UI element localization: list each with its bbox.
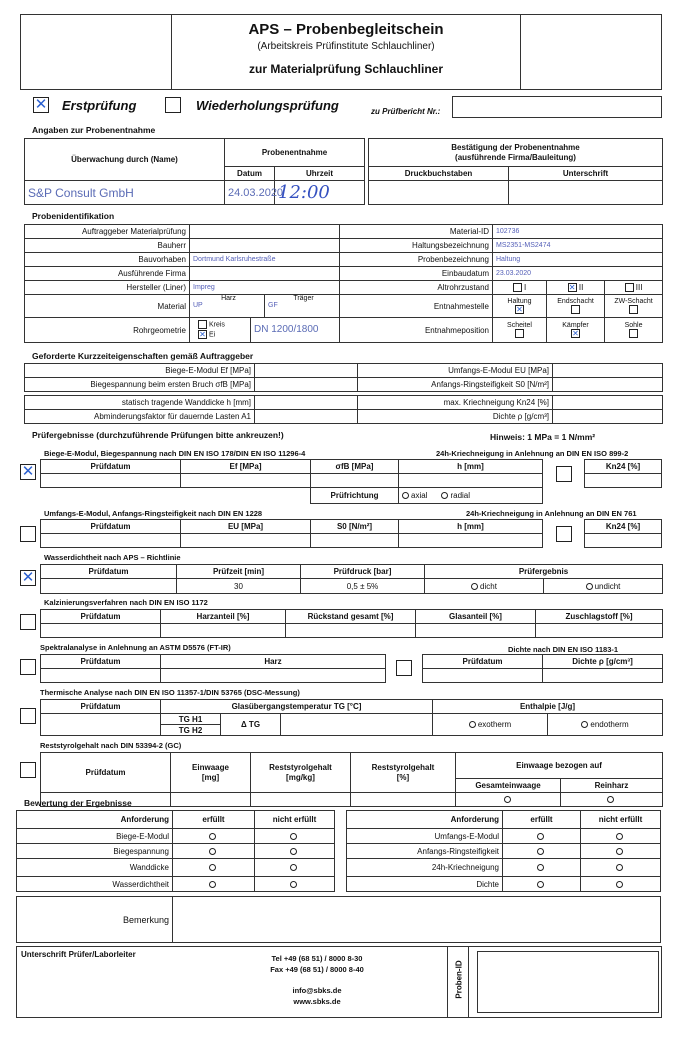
props-value[interactable] — [553, 378, 663, 392]
ident-section-title: Probenidentifikation — [32, 211, 115, 221]
props-label: Abminderungsfaktor für dauernde Lasten A1 — [25, 410, 255, 424]
props-value[interactable] — [553, 410, 663, 424]
col-header: Prüfdruck [bar] — [301, 565, 425, 579]
nicht-erfuellt-option[interactable] — [255, 844, 335, 859]
col-header: nicht erfüllt — [581, 811, 661, 829]
report-label: zu Prüfbericht Nr.: — [371, 107, 441, 116]
remark-table — [16, 896, 661, 943]
ident-value[interactable]: Dortmund Karlsruhestraße — [190, 253, 340, 267]
cell[interactable] — [251, 793, 351, 807]
undicht-option[interactable]: undicht — [544, 579, 663, 594]
erfuellt-option[interactable] — [173, 877, 255, 892]
test7-checkbox[interactable] — [20, 762, 36, 778]
subtitle2: zur Materialprüfung Schlauchliner — [248, 62, 444, 76]
cell[interactable] — [286, 624, 416, 638]
col-header: Prüfdatum — [41, 520, 181, 534]
cell[interactable] — [543, 669, 663, 683]
erfuellt-option[interactable] — [173, 859, 255, 877]
test2-checkbox[interactable] — [20, 526, 36, 542]
remark-label: Bemerkung — [17, 897, 173, 943]
web-text[interactable]: www.sbks.de — [293, 997, 341, 1006]
cell[interactable] — [399, 534, 543, 548]
props-value[interactable] — [255, 378, 358, 392]
probe-id-field[interactable] — [477, 951, 659, 1013]
cell[interactable] — [585, 474, 662, 488]
eval-section-title: Bewertung der Ergebnisse — [24, 798, 132, 808]
test5b-table — [422, 654, 663, 683]
nicht-erfuellt-option[interactable] — [581, 859, 661, 877]
remark-field[interactable] — [173, 897, 661, 943]
cell[interactable] — [41, 714, 161, 736]
signature-field[interactable] — [509, 181, 663, 205]
props-value[interactable] — [255, 410, 358, 424]
ident-value[interactable] — [190, 239, 340, 253]
col-header: h [mm] — [399, 520, 543, 534]
props-section-title: Geforderte Kurzzeiteigenschaften gemäß Auftraggeber — [32, 351, 254, 361]
delta-tg-label: Δ TG — [221, 714, 281, 736]
ident-value[interactable]: 102736 — [493, 225, 663, 239]
sohle-option[interactable]: Sohle — [605, 318, 663, 343]
test5b-title: Dichte nach DIN EN ISO 1183-1 — [508, 645, 619, 654]
tg-h2-label: TG H2 — [161, 725, 221, 736]
col-header: Prüfdatum — [423, 655, 543, 669]
material-label: Material — [25, 295, 190, 318]
test6-title: Thermische Analyse nach DIN EN ISO 11357-1/DIN 53765 (DSC-Messung) — [40, 688, 300, 697]
test4-table — [40, 609, 663, 638]
gesamt-option[interactable] — [456, 793, 561, 807]
col-header: Anforderung — [347, 811, 503, 829]
props-table-2 — [24, 395, 663, 424]
ident-value[interactable]: Haltung — [493, 253, 663, 267]
signature-header: Unterschrift — [509, 167, 663, 181]
harz-label: Harz — [221, 295, 236, 302]
cell[interactable] — [181, 474, 311, 488]
test5-table — [40, 654, 386, 683]
eval-table-right — [346, 810, 661, 892]
test2b-checkbox[interactable] — [556, 526, 572, 542]
exotherm-option[interactable]: exotherm — [433, 714, 548, 736]
test2-title: Umfangs-E-Modul, Anfangs-Ringsteifigkeit nach DIN EN 1228 — [44, 509, 263, 518]
ident-value[interactable]: 23.03.2020 — [493, 267, 663, 281]
props-value[interactable] — [255, 396, 358, 410]
cell[interactable] — [423, 669, 543, 683]
col-header: erfüllt — [173, 811, 255, 829]
col-header: Prüfdatum — [41, 655, 161, 669]
time-field[interactable]: 12:00 — [275, 181, 365, 205]
col-header: σfB [MPa] — [311, 460, 399, 474]
direction-options[interactable]: axial radial — [399, 488, 543, 504]
endotherm-option[interactable]: endotherm — [548, 714, 663, 736]
tg-h1-label: TG H1 — [161, 714, 221, 725]
col-header: Prüfdatum — [41, 610, 161, 624]
ident-label: Probenbezeichnung — [340, 253, 493, 267]
probe-id-label: Proben-ID — [454, 960, 464, 999]
repeat-exam-label: Wiederholungsprüfung — [196, 98, 339, 113]
test1-checkbox[interactable]: ✕ — [21, 463, 35, 480]
header-box — [20, 14, 662, 90]
zwschacht-option[interactable]: ZW-Schacht — [605, 295, 663, 318]
eval-label: 24h-Kriechneigung — [347, 859, 503, 877]
erfuellt-option[interactable] — [173, 844, 255, 859]
eval-label: Wasserdichtheit — [17, 877, 173, 892]
test1b-title: 24h-Kriechneigung in Anlehnung an DIN EN ISO 899-2 — [436, 449, 629, 458]
ident-label: Material-ID — [340, 225, 493, 239]
harz-value[interactable]: UP — [193, 302, 203, 309]
erfuellt-option[interactable] — [173, 829, 255, 844]
ident-label: Hersteller (Liner) — [25, 281, 190, 295]
date-header: Datum — [225, 167, 275, 181]
cell[interactable] — [181, 534, 311, 548]
nicht-erfuellt-option[interactable] — [255, 829, 335, 844]
test3-checkbox[interactable]: ✕ — [21, 569, 35, 586]
test5b-checkbox[interactable] — [396, 660, 412, 676]
test7-title: Reststyrolgehalt nach DIN 53394-2 (GC) — [40, 741, 182, 750]
test2-table — [40, 519, 543, 548]
test1-title: Biege-E-Modul, Biegespannung nach DIN EN ISO 178/DIN EN ISO 11296-4 — [44, 449, 306, 458]
col-header: Prüfzeit [min] — [177, 565, 301, 579]
ident-value[interactable]: Impreg — [190, 281, 340, 295]
cell[interactable] — [585, 534, 662, 548]
scheitel-option[interactable]: Scheitel — [493, 318, 547, 343]
props-value[interactable] — [255, 364, 358, 378]
rohrgeometrie-label: Rohrgeometrie — [25, 318, 190, 343]
eval-label: Biegespannung — [17, 844, 173, 859]
signature-label: Unterschrift Prüfer/Laborleiter — [21, 950, 136, 959]
mail-text[interactable]: info@sbks.de — [292, 986, 342, 995]
ident-label: Haltungsbezeichnung — [340, 239, 493, 253]
test5-checkbox[interactable] — [20, 659, 36, 675]
test6-checkbox[interactable] — [20, 708, 36, 724]
col-header: Gesamteinwaage — [456, 779, 561, 793]
eval-label: Anfangs-Ringsteifigkeit — [347, 844, 503, 859]
tests-section-title: Prüfergebnisse (durchzuführende Prüfungen bitte ankreuzen!) — [32, 430, 284, 440]
col-header: Prüfdatum — [41, 565, 177, 579]
col-header: Harz — [161, 655, 386, 669]
cell[interactable] — [416, 624, 536, 638]
dicht-option[interactable]: dicht — [425, 579, 544, 594]
test2b-title: 24h-Kriechneigung in Anlehnung an DIN EN 761 — [466, 509, 637, 518]
ident-value[interactable] — [190, 225, 340, 239]
ident-table: Auftraggeber Materialprüfung Material-ID 102736 Bauherr Haltungsbezeichnung MS2351-MS2474 Bauvorhaben Dortmund Karlsruhestraße Probenbezeichnung Haltung Ausführende Firma Einbaudatum 23.03.2020 Hersteller (Liner) Impreg Altrohrzustand I ✕ II III Material Harz UP Träger GF Entnahmestelle Haltung ✕ Endschacht ZW-Schacht Rohrgeometrie Kreis ✕ Ei DN 1200/1800 Entnahmeposition Scheitel Kämpfer ✕ Sohle — [24, 224, 663, 343]
test5-title: Spektralanalyse in Anlehnung an ASTM D5576 (FT-IR) — [40, 643, 231, 652]
test1b-checkbox[interactable] — [556, 466, 572, 482]
kreis-option[interactable]: Kreis — [208, 321, 225, 328]
props-label: Umfangs-E-Modul EU [MPa] — [358, 364, 553, 378]
col-header: S0 [N/m²] — [311, 520, 399, 534]
monitored-by-header: Überwachung durch (Name) — [25, 139, 225, 181]
col-header: Kn24 [%] — [585, 520, 662, 534]
company-field[interactable]: S&P Consult GmbH — [25, 181, 225, 205]
props-label: Anfangs-Ringsteifigkeit S0 [N/m²] — [358, 378, 553, 392]
report-number-field[interactable] — [452, 96, 662, 118]
cell[interactable] — [311, 474, 399, 488]
test1b-table — [584, 459, 662, 488]
traeger-value[interactable]: GF — [268, 302, 278, 309]
sampling-header: Probenentnahme — [225, 139, 365, 167]
props-label: Biegespannung beim ersten Bruch σfB [MPa] — [25, 378, 255, 392]
confirm-header: Bestätigung der Probenentnahme (ausführende Firma/Bauleitung) — [369, 139, 663, 167]
subtitle: (Arbeitskreis Prüfinstitute Schlauchliner) — [257, 41, 435, 52]
col-header: Prüfrichtung — [311, 488, 399, 504]
erfuellt-option[interactable] — [503, 844, 581, 859]
test3-title: Wasserdichtheit nach APS – Richtlinie — [44, 553, 181, 562]
test1-table — [40, 459, 543, 504]
cell[interactable] — [536, 624, 663, 638]
block-letters-header: Druckbuchstaben — [369, 167, 509, 181]
cell[interactable] — [41, 579, 177, 594]
page-title: APS – Probenbegleitschein — [248, 21, 444, 38]
fax-text: Fax +49 (68 51) / 8000 8-40 — [270, 965, 364, 974]
cell[interactable] — [41, 474, 181, 488]
col-header: Enthalpie [J/g] — [433, 700, 663, 714]
col-header: Rückstand gesamt [%] — [286, 610, 416, 624]
dn-value[interactable]: DN 1200/1800 — [250, 318, 339, 342]
col-header: Einwaage bezogen auf — [456, 753, 663, 779]
cell[interactable] — [41, 669, 161, 683]
nicht-erfuellt-option[interactable] — [581, 877, 661, 892]
ident-label: Bauherr — [25, 239, 190, 253]
altrohr-option[interactable]: ✕ II — [547, 281, 605, 295]
altrohr-option[interactable]: I — [493, 281, 547, 295]
col-header: nicht erfüllt — [255, 811, 335, 829]
col-header: Einwaage [mg] — [171, 753, 251, 793]
props-label: max. Kriechneigung Kn24 [%] — [358, 396, 553, 410]
pruefdruck-value[interactable]: 0,5 ± 5% — [301, 579, 425, 594]
ident-label: Einbaudatum — [340, 267, 493, 281]
eval-label: Biege-E-Modul — [17, 829, 173, 844]
contact-block — [242, 953, 392, 1007]
entnahmeposition-label: Entnahmeposition — [340, 318, 493, 343]
pruefzeit-value[interactable]: 30 — [177, 579, 301, 594]
ident-label: Auftraggeber Materialprüfung — [25, 225, 190, 239]
altrohr-option[interactable]: III — [605, 281, 663, 295]
props-value[interactable] — [553, 364, 663, 378]
sampling-table — [24, 138, 663, 205]
col-header: Harzanteil [%] — [161, 610, 286, 624]
col-header: Ef [MPa] — [181, 460, 311, 474]
cell[interactable] — [351, 793, 456, 807]
props-table-1 — [24, 363, 663, 392]
block-letters-field[interactable] — [369, 181, 509, 205]
erfuellt-option[interactable] — [503, 829, 581, 844]
col-header: Glasanteil [%] — [416, 610, 536, 624]
col-header: Kn24 [%] — [585, 460, 662, 474]
nicht-erfuellt-option[interactable] — [255, 877, 335, 892]
erfuellt-option[interactable] — [503, 859, 581, 877]
props-label: Dichte ρ [g/cm³] — [358, 410, 553, 424]
footer — [16, 946, 662, 1018]
cell[interactable] — [161, 624, 286, 638]
col-header: Reststyrolgehalt [%] — [351, 753, 456, 793]
col-header: h [mm] — [399, 460, 543, 474]
entnahmestelle-label: Entnahmestelle — [340, 295, 493, 318]
eval-label: Dichte — [347, 877, 503, 892]
reinharz-option[interactable] — [561, 793, 663, 807]
eval-label: Wanddicke — [17, 859, 173, 877]
col-header: Reststyrolgehalt [mg/kg] — [251, 753, 351, 793]
nicht-erfuellt-option[interactable] — [581, 829, 661, 844]
test3-table — [40, 564, 663, 594]
sampling-section-title: Angaben zur Probenentnahme — [32, 125, 156, 135]
cell[interactable] — [281, 714, 433, 736]
col-header: erfüllt — [503, 811, 581, 829]
cell[interactable] — [41, 624, 161, 638]
cell[interactable] — [171, 793, 251, 807]
test4-checkbox[interactable] — [20, 614, 36, 630]
ident-label: Ausführende Firma — [25, 267, 190, 281]
col-header: Dichte ρ [g/cm³] — [543, 655, 663, 669]
endschacht-option[interactable]: Endschacht — [547, 295, 605, 318]
haltung-option[interactable]: Haltung ✕ — [493, 295, 547, 318]
repeat-exam-checkbox[interactable] — [165, 97, 181, 113]
col-header: Prüfdatum — [41, 460, 181, 474]
ei-option[interactable]: Ei — [208, 331, 216, 339]
test2b-table — [584, 519, 662, 548]
col-header: Zuschlagstoff [%] — [536, 610, 663, 624]
col-header: Glasübergangstemperatur TG [°C] — [161, 700, 433, 714]
col-header: Prüfergebnis — [425, 565, 663, 579]
cell[interactable] — [161, 669, 386, 683]
col-header: Reinharz — [561, 779, 663, 793]
eval-label: Umfangs-E-Modul — [347, 829, 503, 844]
nicht-erfuellt-option[interactable] — [255, 859, 335, 877]
eval-table-left — [16, 810, 335, 892]
time-header: Uhrzeit — [275, 167, 365, 181]
erfuellt-option[interactable] — [503, 877, 581, 892]
first-exam-checkbox[interactable]: ✕ — [34, 96, 48, 113]
traeger-label: Träger — [293, 295, 314, 302]
tel-text: Tel +49 (68 51) / 8000 8-30 — [271, 954, 363, 963]
cell[interactable] — [311, 534, 399, 548]
cell[interactable] — [399, 474, 543, 488]
col-header: EU [MPa] — [181, 520, 311, 534]
hint-text: Hinweis: 1 MPa = 1 N/mm² — [490, 432, 596, 442]
props-label: statisch tragende Wanddicke h [mm] — [25, 396, 255, 410]
nicht-erfuellt-option[interactable] — [581, 844, 661, 859]
test7-table — [40, 752, 663, 807]
date-field[interactable]: 24.03.2020 — [225, 181, 275, 205]
first-exam-label: Erstprüfung — [62, 98, 137, 113]
props-value[interactable] — [553, 396, 663, 410]
ident-label: Bauvorhaben — [25, 253, 190, 267]
col-header: Prüfdatum — [41, 700, 161, 714]
test6-table — [40, 699, 663, 736]
col-header: Anforderung — [17, 811, 173, 829]
ident-value[interactable]: MS2351-MS2474 — [493, 239, 663, 253]
kaempfer-option[interactable]: Kämpfer ✕ — [547, 318, 605, 343]
col-header: Prüfdatum — [41, 753, 171, 793]
props-label: Biege-E-Modul Ef [MPa] — [25, 364, 255, 378]
ident-label: Altrohrzustand — [340, 281, 493, 295]
ident-value[interactable] — [190, 267, 340, 281]
cell[interactable] — [41, 534, 181, 548]
test4-title: Kalzinierungsverfahren nach DIN EN ISO 1172 — [44, 598, 208, 607]
